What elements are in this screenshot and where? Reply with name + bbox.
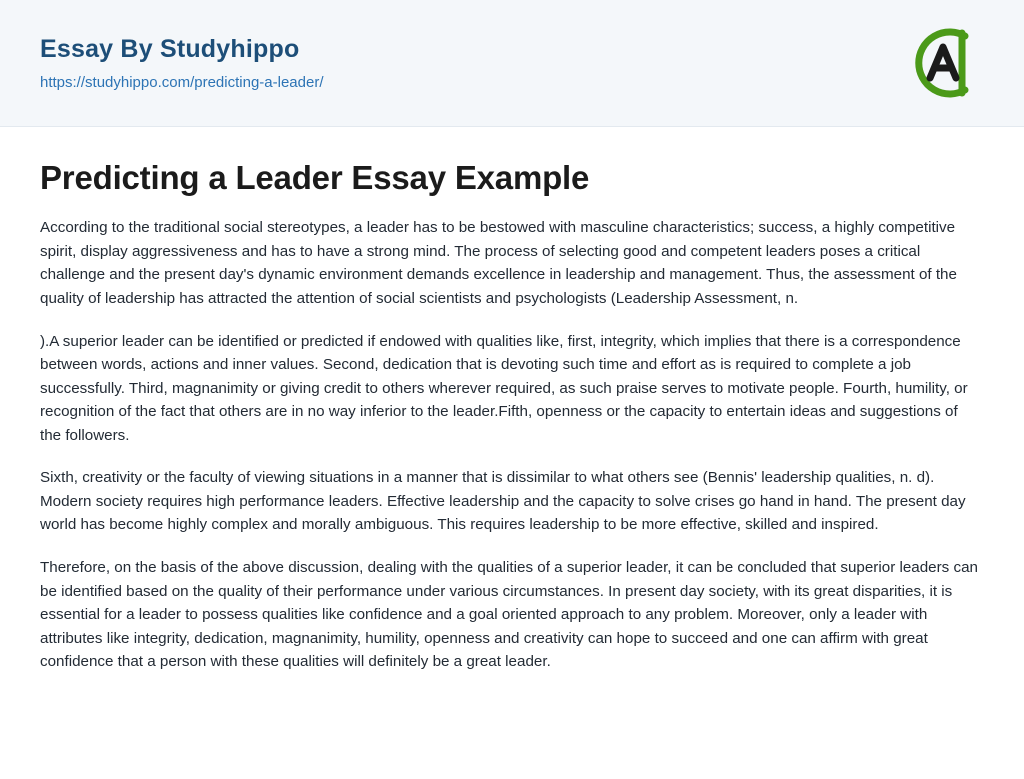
studyhippo-a-logo	[900, 20, 986, 106]
source-url-link[interactable]: https://studyhippo.com/predicting-a-leader/	[40, 74, 324, 91]
site-title: Essay By Studyhippo	[40, 35, 300, 63]
paragraph: Therefore, on the basis of the above discussion, dealing with the qualities of a superior leader, it can be concluded that superior leaders can be identified based on the quality of their performance under various circumstances. In present day society, with its great disparities, it is essential for a leader to possess qualities like confidence and a goal oriented approach to any problem. Moreover, only a leader with attributes like integrity, dedication, magnanimity, humility, openness and creativity can hope to succeed and one can affirm with great confidence that a person with these qualities will definitely be a great leader.	[40, 559, 978, 671]
article	[0, 127, 1024, 674]
paragraph: ).A superior leader can be identified or predicted if endowed with qualities like, first, integrity, which implies that there is a correspondence between words, actions and inner values. Second, dedication that is devoting such time and effort as is required to complete a job successfully. Third, magnanimity or giving credit to others wherever required, as such praise serves to motivate people. Fourth, humility, or recognition of the fact that others are in no way inferior to the leader.Fifth, openness or the capacity to entertain ideas and suggestions of the followers.	[40, 332, 968, 444]
logo-svg	[900, 20, 986, 106]
header-left	[40, 34, 323, 92]
paragraph: Sixth, creativity or the faculty of viewing situations in a manner that is dissimilar to what others see (Bennis' leadership qualities, n. d). Modern society requires high performance leaders. Effective leadership and the capacity to solve crises go hand in hand. The present day world has become highly complex and morally ambiguous. This requires leadership to be more effective, skilled and inspired.	[40, 469, 966, 534]
page-title: Predicting a Leader Essay Example	[40, 159, 590, 196]
paragraph: According to the traditional social stereotypes, a leader has to be bestowed with masculine characteristics; success, a highly competitive spirit, display aggressiveness and has to have a strong mind. The process of selecting good and competent leaders poses a critical challenge and the present day's dynamic environment demands excellence in leadership and management. Thus, the assessment of the quality of leadership has attracted the attention of social scientists and psychologists (Leadership Assessment, n.	[40, 219, 957, 307]
site-header	[0, 0, 1024, 127]
article-body	[40, 216, 982, 674]
